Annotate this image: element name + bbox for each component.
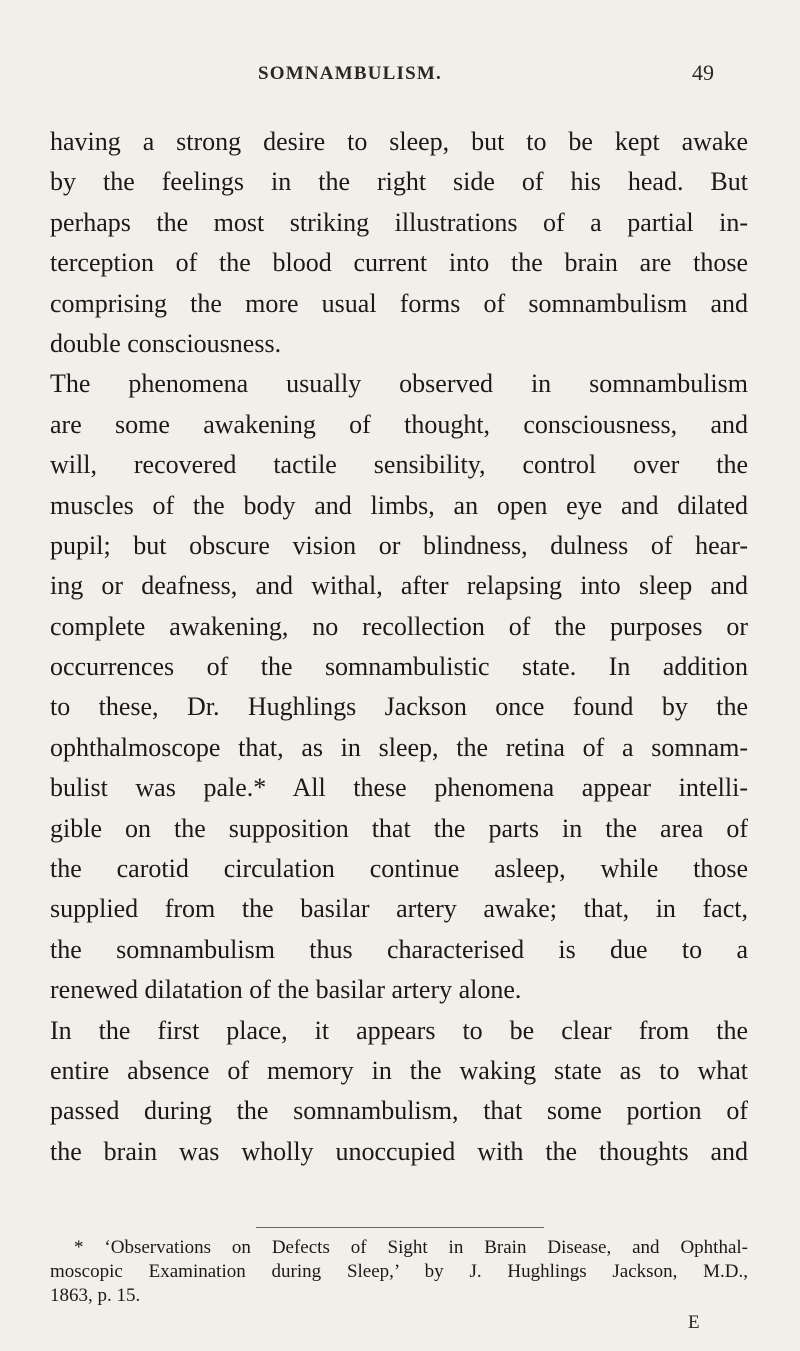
- text-line: are some awakening of thought, consciousness, and: [50, 409, 748, 439]
- text-line: the somnambulism thus characterised is due to a: [50, 934, 748, 964]
- signature-mark: E: [688, 1312, 700, 1333]
- text-line: to these, Dr. Hughlings Jackson once found by the: [50, 692, 748, 722]
- text-line: having a strong desire to sleep, but to be kept awake: [50, 127, 748, 156]
- text-line: pupil; but obscure vision or blindness, dulness of hear-: [50, 530, 748, 560]
- text-line: by the feelings in the right side of his head. But: [50, 167, 748, 197]
- text-line: bulist was pale.* All these phenomena appear intelli-: [50, 773, 748, 803]
- text-line: will, recovered tactile sensibility, control over the: [50, 450, 748, 480]
- text-line: supplied from the basilar artery awake; that, in fact,: [50, 894, 748, 924]
- text-line: renewed dilatation of the basilar artery alone.: [50, 975, 522, 1005]
- text-line: gible on the supposition that the parts in the area of: [50, 813, 748, 843]
- text-line: complete awakening, no recollection of the purposes or: [50, 611, 748, 641]
- footnote: [50, 1236, 748, 1308]
- text-line: terception of the blood current into the brain are those: [50, 248, 748, 278]
- text-line: the brain was wholly unoccupied with the thoughts and: [50, 1136, 748, 1166]
- text-line: comprising the more usual forms of somnambulism and: [50, 288, 748, 318]
- footnote-line: * ‘Observations on Defects of Sight in Brain Disease, and Ophthal-: [74, 1237, 748, 1258]
- text-line: the carotid circulation continue asleep, while those: [50, 854, 748, 884]
- text-line: ophthalmoscope that, as in sleep, the retina of a somnam-: [50, 732, 748, 762]
- page-number: 49: [692, 60, 714, 85]
- running-title: SOMNAMBULISM.: [258, 63, 442, 84]
- text-line: perhaps the most striking illustrations of a partial in-: [50, 207, 748, 237]
- text-line: The phenomena usually observed in somnambulism: [50, 369, 748, 399]
- footnote-line: moscopic Examination during Sleep,’ by J. Hughlings Jackson, M.D.,: [50, 1261, 748, 1282]
- footnote-rule: [256, 1227, 544, 1228]
- running-head: [0, 60, 800, 93]
- text-line: ing or deafness, and withal, after relapsing into sleep and: [50, 571, 748, 601]
- text-line: entire absence of memory in the waking state as to what: [50, 1055, 748, 1085]
- body-text: [50, 122, 748, 1172]
- text-line: passed during the somnambulism, that some portion of: [50, 1096, 748, 1126]
- text-line: muscles of the body and limbs, an open eye and dilated: [50, 490, 748, 520]
- text-line: In the first place, it appears to be clear from the: [50, 1015, 748, 1045]
- text-line: occurrences of the somnambulistic state. In addition: [50, 652, 748, 682]
- text-line: double consciousness.: [50, 328, 282, 358]
- footnote-line: 1863, p. 15.: [50, 1285, 141, 1306]
